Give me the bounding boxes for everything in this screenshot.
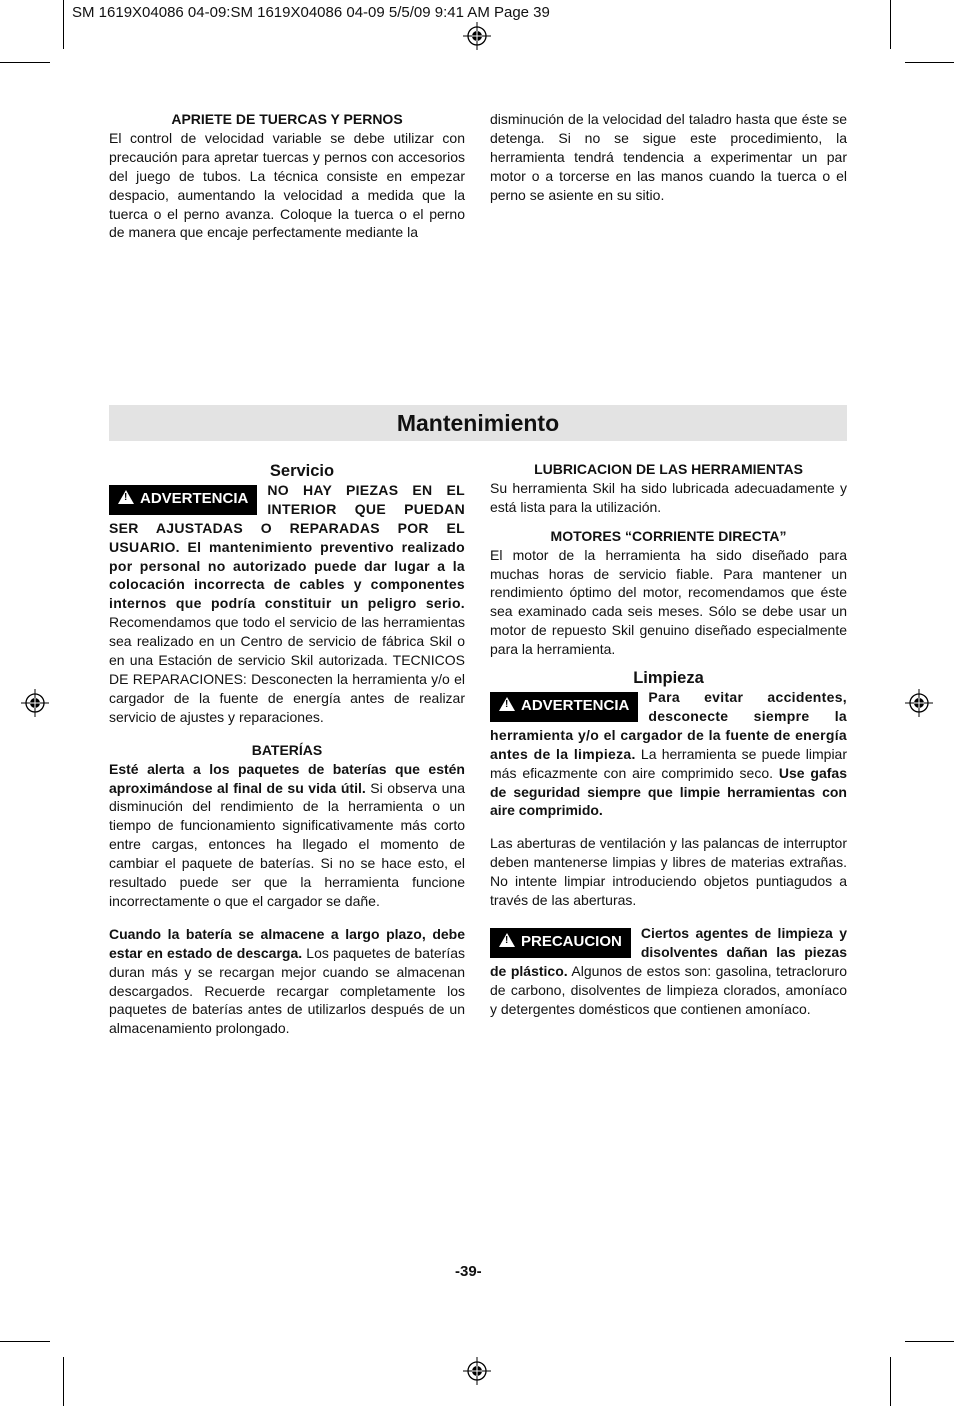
section-title: Mantenimiento xyxy=(396,410,560,436)
crop-mark xyxy=(63,1357,64,1406)
paragraph xyxy=(109,760,465,911)
section-title-band xyxy=(109,405,847,441)
crop-mark xyxy=(63,0,64,49)
paragraph-text: Algunos de estos son: gasolina, tetracloruro de carbono, disolventes de limpieza clorados, amoníaco y detergentes domésticos que contienen amoníaco. xyxy=(490,962,847,1017)
caution-paragraph xyxy=(490,924,847,1019)
crop-mark xyxy=(905,1341,954,1342)
crop-mark xyxy=(0,62,50,63)
caution-badge: ! PRECAUCION xyxy=(490,928,631,958)
warning-badge: ! ADVERTENCIA xyxy=(490,692,638,722)
registration-mark-icon xyxy=(21,689,49,717)
paragraph: Su herramienta Skil ha sido lubricada adecuadamente y está lista para la utilización. xyxy=(490,479,847,515)
bold-text: Use gafas de seguridad siempre que limpie herramientas con aire comprimido. xyxy=(490,764,847,819)
warning-triangle-icon: ! xyxy=(118,490,134,504)
section-heading: BATERÍAS xyxy=(251,741,323,758)
section-heading: APRIETE DE TUERCAS Y PERNOS xyxy=(171,111,403,127)
top-right-column xyxy=(490,110,847,205)
warning-paragraph xyxy=(490,688,847,820)
paragraph: disminución de la velocidad del taladro hasta que éste se detenga. Si no se sigue este procedimiento, la herramienta tendrá tendencia a experimentar un par motor o a torcerse en las manos cuando la tuerca o el perno se asiente en su sitio. xyxy=(490,111,847,203)
top-left-column xyxy=(109,110,465,242)
bold-text: Ciertos agentes de limpieza y disolventes dañan las piezas de plástico. xyxy=(490,924,847,979)
crop-mark xyxy=(890,0,891,49)
paragraph-text: Recomendamos que todo el servicio de las herramientas sea realizado en un Centro de servicio de fábrica Skil o en una Estación de servicio Skil autorizada. TECNICOS DE REPARACIONES: Desconecten la herramienta y/o el cargador de la fuente de energía antes de realizar servicio de ajustes y reparaciones. xyxy=(109,614,465,725)
registration-mark-icon xyxy=(463,22,491,50)
warning-triangle-icon: ! xyxy=(499,697,515,711)
section-heading: LUBRICACION DE LAS HERRAMIENTAS xyxy=(534,461,803,477)
page-number: -39- xyxy=(455,1263,482,1280)
paragraph-text: La herramienta se puede limpiar más eficazmente con aire comprimido seco. xyxy=(490,745,848,781)
subsection-title: Limpieza xyxy=(633,669,704,688)
paragraph-text: Los paquetes de baterías duran más y se recargan mejor cuando se almacenan descargados. Recuerde recargar completamente los paquetes de baterías antes de utilizarlos después de un almacenamiento prolongado. xyxy=(109,944,465,1037)
right-column xyxy=(490,460,847,1018)
left-column xyxy=(109,462,465,1038)
section-heading: MOTORES “CORRIENTE DIRECTA” xyxy=(550,527,787,544)
registration-mark-icon xyxy=(463,1357,491,1385)
paragraph xyxy=(109,925,465,1038)
paragraph: Las aberturas de ventilación y las palancas de interruptor deben mantenerse limpias y libres de materias extrañas. No intente limpiar introduciendo objetos puntiagudos a través de las aberturas. xyxy=(490,835,847,909)
subsection-title: Servicio xyxy=(269,462,335,480)
warning-triangle-icon: ! xyxy=(499,933,515,947)
bold-text: Para evitar accidentes, desconecte siempre la herramienta y/o el cargador de la fuente de energía antes de la limpieza. xyxy=(490,688,847,762)
crop-mark xyxy=(905,62,954,63)
warning-paragraph xyxy=(109,481,465,727)
paragraph-text: Si observa una disminución del rendimiento de la herramienta o un tiempo de funcionamiento significativamente más corto entre cargas, entonces ha llegado el momento de cambiar el paquete de baterías. Si no se hace esto, el resultado puede ser que la herramienta funcione incorrectamente o que el cargador se dañe. xyxy=(109,779,465,909)
crop-mark xyxy=(890,1357,891,1406)
bold-text: NO HAY PIEZAS EN EL INTERIOR QUE PUEDAN SER AJUSTADAS O REPARADAS POR EL USUARIO. El mantenimiento preventivo realizado por personal no autorizado puede dar lugar a la colocación incorrecta de cables y componentes internos que podría constituir un peligro serio. xyxy=(109,481,465,612)
paragraph: El motor de la herramienta ha sido diseñado para muchas horas de servicio fiable. Para mantener un rendimiento óptimo del motor, recomendamos que éste sea examinado cada seis meses. Sólo se debe usar un motor de repuesto Skil genuino diseñado especialmente para la herramienta. xyxy=(490,546,847,658)
bold-text: Cuando la batería se almacene a largo plazo, debe estar en estado de descarga. xyxy=(109,925,465,961)
warning-badge: ! ADVERTENCIA xyxy=(109,485,257,515)
paragraph: El control de velocidad variable se debe utilizar con precaución para apretar tuercas y pernos con accesorios del juego de tubos. La técnica consiste en empezar despacio, aumentando la velocidad a medida que la tuerca o el perno avanza. Coloque la tuerca o el perno de manera que encaje perfectamente mediante la xyxy=(109,129,465,241)
bold-text: Esté alerta a los paquetes de baterías que estén aproximándose al final de su vida útil. xyxy=(109,760,465,796)
print-slug: SM 1619X04086 04-09:SM 1619X04086 04-09 5/5/09 9:41 AM Page 39 xyxy=(72,4,550,21)
crop-mark xyxy=(0,1341,50,1342)
registration-mark-icon xyxy=(905,689,933,717)
